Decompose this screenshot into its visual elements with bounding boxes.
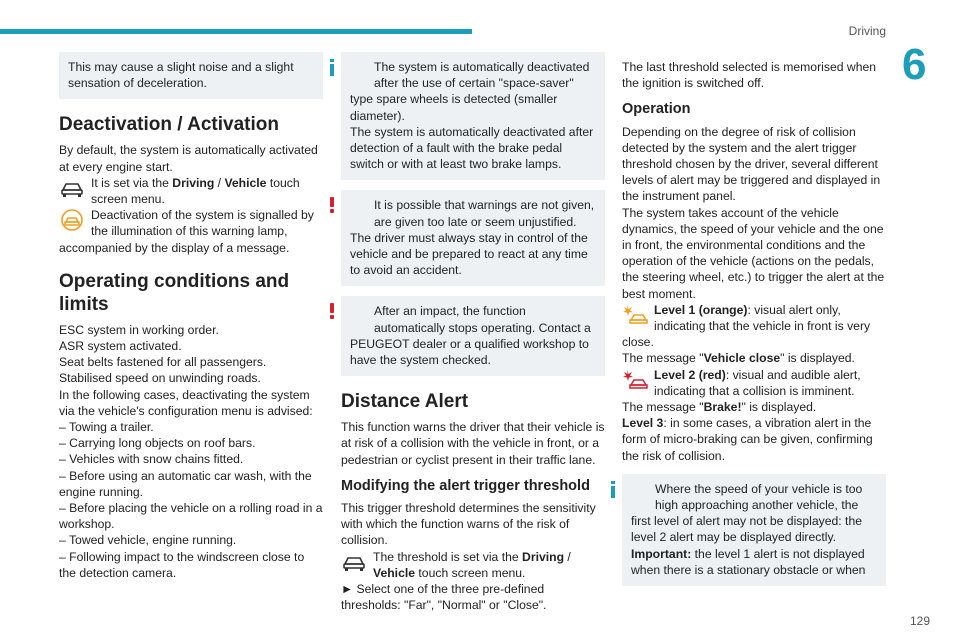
header-accent-bar: [0, 29, 472, 34]
heading-operating-conditions: Operating conditions and limits: [59, 270, 290, 315]
heading-deactivation: Deactivation / Activation: [59, 114, 279, 136]
car-icon: [59, 177, 85, 199]
heading-modify-threshold: Modifying the alert trigger threshold: [341, 477, 590, 494]
condition-line: – Following impact to the windscreen close to the detection camera.: [59, 549, 305, 580]
car-icon: [341, 551, 367, 573]
warning-box-reliability: It is possible that warnings are not given, are given too late or seem unjustified. The driver must always stay in control of the vehicle and be prepared to react at any time to avoid an accident.: [341, 190, 605, 286]
condition-line: – Before using an automatic car wash, with the engine running.: [59, 468, 312, 499]
column-2: [341, 52, 605, 613]
note-text: This may cause a slight noise and a slight sensation of deceleration.: [68, 60, 294, 91]
memorised-text: The last threshold selected is memorised when the ignition is switched off.: [622, 60, 877, 91]
heading-distance-alert: Distance Alert: [341, 391, 469, 413]
collision-alert-red-icon: [622, 369, 648, 391]
threshold-instruction: The threshold is set via the Driving / Vehicle touch screen menu.: [341, 549, 605, 581]
warning-lamp-instruction: Deactivation of the system is signalled by the illumination of this warning lamp,: [59, 207, 323, 239]
condition-line: – Before placing the vehicle on a rolling road in a workshop.: [59, 501, 323, 532]
collision-warning-lamp-icon: [59, 209, 85, 231]
condition-line: In the following cases, deactivating the system via the vehicle's configuration menu is advised:: [59, 387, 313, 418]
info-icon: [330, 59, 334, 75]
heading-operation: Operation: [622, 101, 691, 118]
chapter-number: 6: [902, 40, 927, 89]
level-2-alert: Level 2 (red): visual and audible alert, indicating that a collision is imminent.: [622, 367, 886, 399]
condition-line: – Carrying long objects on roof bars.: [59, 436, 256, 451]
condition-line: – Towed vehicle, engine running.: [59, 533, 237, 548]
section-name: Driving: [848, 24, 886, 38]
condition-line: ESC system in working order.: [59, 322, 219, 337]
warning-icon: [330, 197, 334, 210]
collision-alert-orange-icon: [622, 304, 648, 326]
touch-screen-instruction: It is set via the Driving / Vehicle touch screen menu.: [59, 175, 323, 207]
info-icon: [611, 481, 615, 497]
account-text: The system takes account of the vehicle dynamics, the speed of your vehicle and the one in front, the environmental conditions and the operation of the vehicle (actions on the pedals, the steering wheel, etc.) to trigger the alert at the best moment.: [622, 205, 885, 301]
level-2-message: The message "Brake!" is displayed.: [622, 400, 817, 415]
level-1-message: The message "Vehicle close" is displayed.: [622, 351, 855, 366]
level-3-alert: Level 3: in some cases, a vibration alert in the form of micro-braking can be given, confirming the risk of collision.: [622, 416, 873, 463]
warning-box-impact: After an impact, the function automatically stops operating. Contact a PEUGEOT dealer or a qualified workshop to have the system checked.: [341, 296, 605, 376]
condition-line: – Towing a trailer.: [59, 420, 154, 435]
depending-text: Depending on the degree of risk of collision detected by the system and the alert trigger threshold chosen by the driver, several different levels of alert may be triggered and displayed in the instrument panel.: [622, 124, 881, 204]
info-box-speed: Where the speed of your vehicle is too high approaching another vehicle, the first level of alert may not be displayed: the level 2 alert may be displayed directly. Important: the level 1 alert is not displayed when there is a stationary obstacle or when: [622, 474, 886, 586]
warning-icon: [330, 303, 334, 316]
column-1: [59, 52, 323, 581]
page-number: 129: [909, 614, 930, 628]
condition-line: Seat belts fastened for all passengers.: [59, 355, 267, 370]
condition-line: – Vehicles with snow chains fitted.: [59, 452, 244, 467]
condition-line: Stabilised speed on unwinding roads.: [59, 371, 261, 386]
threshold-description: This trigger threshold determines the sensitivity with which the function warns of the risk of collision.: [341, 501, 596, 548]
info-box-deactivation: The system is automatically deactivated after the use of certain "space-saver" type spare wheels is detected (smaller diameter). The system is automatically deactivated after detection of a fault with the brake pedal switch or with at least two brake lamps.: [341, 52, 605, 180]
accompanied-text: accompanied by the display of a message.: [59, 240, 290, 255]
default-text: By default, the system is automatically activated at every engine start.: [59, 143, 318, 174]
condition-line: ASR system activated.: [59, 339, 182, 354]
level-1-alert: Level 1 (orange): visual alert only, indicating that the vehicle in front is very: [622, 302, 886, 334]
column-3: The last threshold selected is memorised when the ignition is switched off. Operation Depending on the degree of risk of collision detected by the system and the alert trigger threshold chosen by the driver, several different levels of alert may be triggered and displayed in the instrument panel. The system takes account of the vehicle dynamics, the speed of your vehicle and the one in front, the environmental conditions and the operation of the vehicle (actions on the pedals, the steering wheel, etc.) to trigger the alert at the best moment. Level 1 (orange): visual alert only, indicating that the vehicle in front is very close. The message "Vehicle close" is displayed. Level 2 (red): visual and audible alert, indicating that a collision is imminent. The message "Brake!" is displayed. Level 3: in some cases, a vibration alert in the form of micro-braking can be given, confirming the risk of collision. Where the speed of your vehicle is too high approaching another vehicle, the first level of alert may not be displayed: the level 2 alert may be displayed directly. Important: the level 1 alert is not displayed when there is a stationary obstacle or when: [622, 52, 886, 596]
select-threshold-step: ► Select one of the three pre-defined thresholds: "Far", "Normal" or "Close".: [341, 582, 547, 613]
alert-description: This function warns the driver that their vehicle is at risk of a collision with the vehicle in front, or a pedestrian or cyclist present in their traffic lane.: [341, 420, 605, 467]
note-box: [59, 52, 323, 99]
